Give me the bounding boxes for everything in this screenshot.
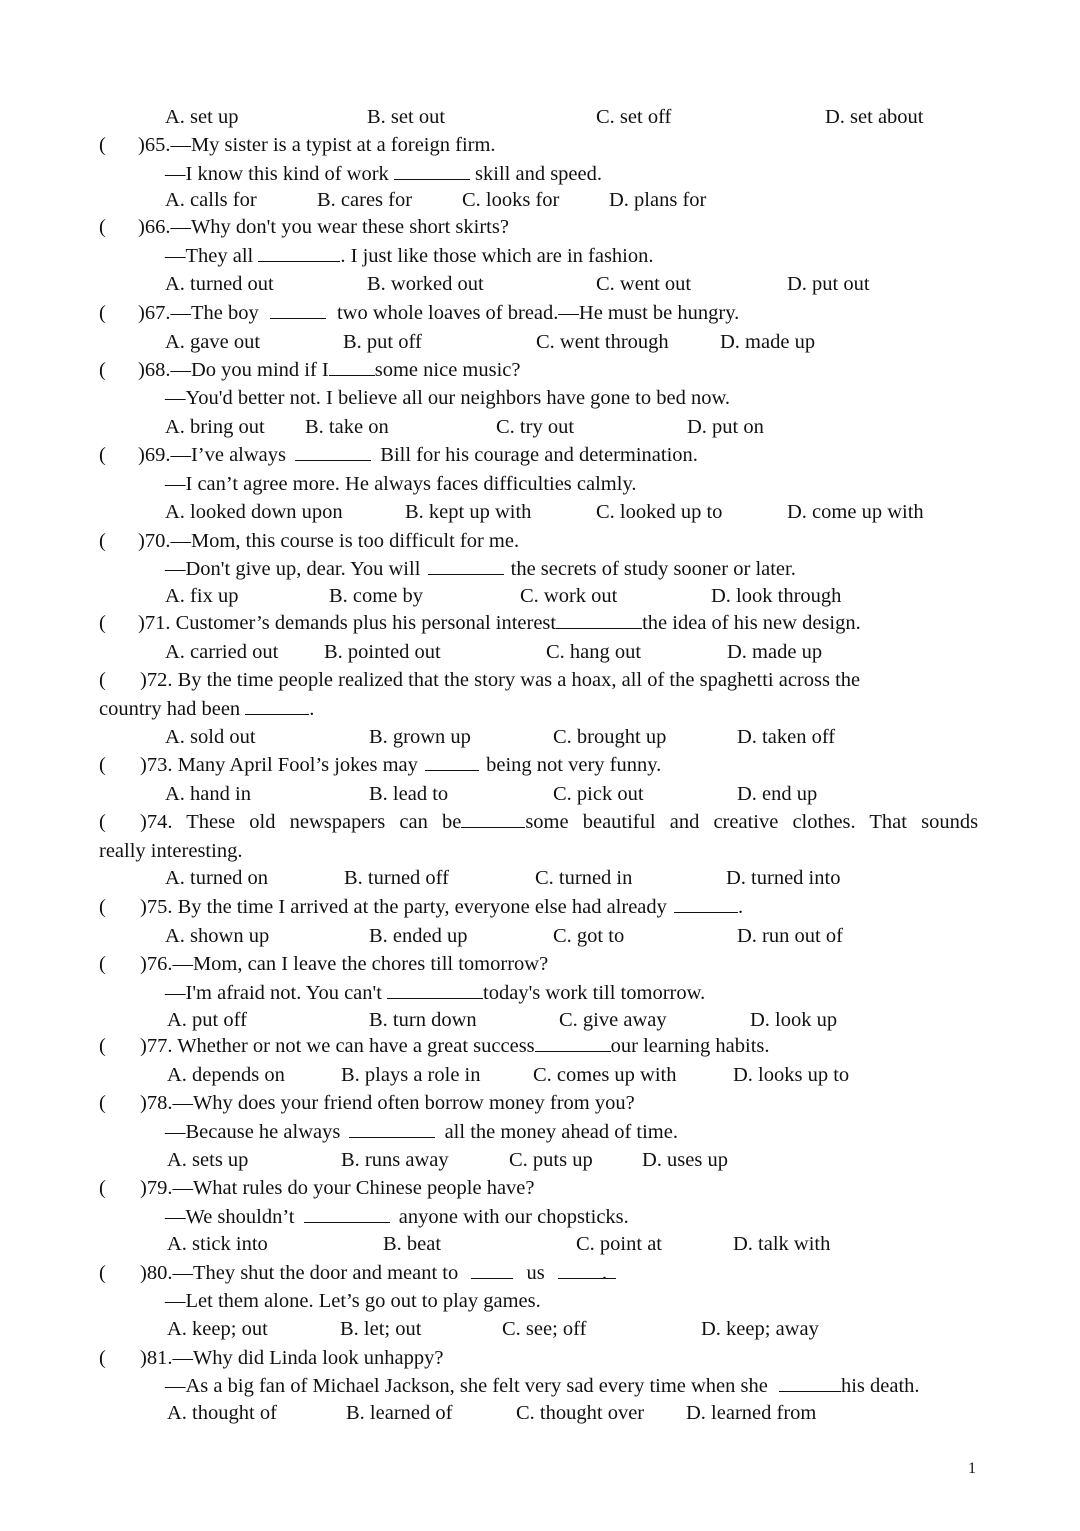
answer-blank bbox=[295, 444, 371, 461]
q74-line2: really interesting. bbox=[99, 840, 243, 862]
q76-option-d: D. look up bbox=[750, 1009, 838, 1031]
q72-stem: )72. By the time people realized that the story was a hoax, all of the spaghetti across the bbox=[140, 669, 861, 691]
q71-option-d: D. made up bbox=[727, 641, 823, 663]
worksheet-page: A. set up B. set out C. set off D. set about ( )65.—My sister is a typist at a foreign firm. —I know this kind of work skill and speed. A. calls for B. cares for C. looks for D. plans for ( )66.—Why don't you wear these short skirts? —They all . I just like those which are in fashion. A. turned out B. worked out C. went out D. put out ( )67.—The boy two whole loaves of bread.—He must be hungry. A. gave out B. put off C. went through D. made up ( )68.—Do you mind if I some nice music? —You'd better not. I believe all our neighbors have gone to bed now. A. bring out B. take on C. try out D. put on ( )69.—I’ve always Bill for his courage and determination. —I can’t agree more. He always faces difficulties calmly. A. looked down upon B. kept up with C. looked up to D. come up with ( )70.—Mom, this course is too difficult for me. —Don't give up, dear. You will the secrets of study sooner or later. A. fix up B. come by C. work out D. look through ( )71. Customer’s demands plus his personal interest the idea of his new design. A. carried out B. pointed out C. hang out D. made up ( )72. By the time people realized that the story was a hoax, all of the spaghetti across the country had been . A. sold out B. grown up C. brought up D. taken off ( )73. Many April Fool’s jokes may being not very funny. A. hand in B. lead to C. pick out D. end up ( )74. These old newspapers can be some beautiful and creative clothes. That sounds really interesting. A. turned on B. turned off C. turned in D. turned into ( )75. By the time I arrived at the party, everyone else had already . A. shown up B. ended up C. got to D. run out of ( )76.—Mom, can I leave the chores till tomorrow? —I'm afraid not. You can't today's work till tomorrow. A. put off B. turn down C. give away D. look up ( )77. Whether or not we can have a great success our learning habits. A. depends on B. plays a role in C. comes up with D. looks up to ( )78.—Why does your friend often borrow money from you? —Because he always all the money ahead of time. A. sets up B. runs away C. puts up D. uses up ( )79.—What rules do your Chinese people have? —We shouldn’t anyone with our chopsticks. A. stick into B. beat C. point at D. talk with ( )80.—They shut the door and meant to us . —Let them alone. Let’s go out to play games. A. keep; out B. let; out C. see; off D. keep; away ( )81.—Why did Linda look unhappy? —As a big fan of Michael Jackson, she felt very sad every time when she his death. A. thought of B. learned of C. thought over D. learned from 1 bbox=[99, 106, 979, 1477]
q74-stem: )74. These old newspapers can be some beautiful and creative clothes. That sounds bbox=[140, 811, 979, 833]
q72-option-a: A. sold out bbox=[165, 726, 256, 748]
q73-option-d: D. end up bbox=[737, 783, 818, 805]
q69-option-d: D. come up with bbox=[787, 501, 924, 523]
q78-stem: )78.—Why does your friend often borrow money from you? bbox=[140, 1092, 635, 1114]
q77-option-c: C. comes up with bbox=[533, 1064, 677, 1086]
q72-option-b: B. grown up bbox=[369, 726, 471, 748]
q80-option-a: A. keep; out bbox=[167, 1318, 268, 1340]
q70-option-d: D. look through bbox=[711, 585, 842, 607]
q78-option-b: B. runs away bbox=[341, 1149, 449, 1171]
q80-option-b: B. let; out bbox=[340, 1318, 422, 1340]
q69-option-b: B. kept up with bbox=[405, 501, 532, 523]
q69-option-a: A. looked down upon bbox=[165, 501, 343, 523]
answer-blank bbox=[556, 612, 642, 629]
q68-option-b: B. take on bbox=[305, 416, 389, 438]
q69-line2: —I can’t agree more. He always faces difficulties calmly. bbox=[165, 473, 637, 495]
answer-paren: ( bbox=[99, 530, 106, 552]
q71-option-b: B. pointed out bbox=[324, 641, 441, 663]
q70-option-c: C. work out bbox=[520, 585, 618, 607]
answer-blank bbox=[428, 558, 504, 575]
q81-line2: —As a big fan of Michael Jackson, she felt very sad every time when she his death. bbox=[165, 1375, 920, 1397]
q76-line2: —I'm afraid not. You can't today's work till tomorrow. bbox=[165, 982, 706, 1004]
q79-line2: —We shouldn’t anyone with our chopsticks. bbox=[165, 1206, 629, 1228]
q79-option-d: D. talk with bbox=[733, 1233, 831, 1255]
q72-option-d: D. taken off bbox=[737, 726, 836, 748]
answer-paren: ( bbox=[99, 1035, 106, 1057]
q79-stem: )79.—What rules do your Chinese people have? bbox=[140, 1177, 535, 1199]
q65-line2: —I know this kind of work skill and speed. bbox=[165, 163, 602, 185]
q70-option-a: A. fix up bbox=[165, 585, 239, 607]
q71-option-c: C. hang out bbox=[546, 641, 642, 663]
q70-line2: —Don't give up, dear. You will the secrets of study sooner or later. bbox=[165, 558, 796, 580]
q66-stem: )66.—Why don't you wear these short skirts? bbox=[138, 216, 509, 238]
q77-option-b: B. plays a role in bbox=[341, 1064, 481, 1086]
q72-line2: country had been . bbox=[99, 698, 315, 720]
answer-blank bbox=[349, 1121, 435, 1138]
q72-option-c: C. brought up bbox=[553, 726, 667, 748]
q70-stem: )70.—Mom, this course is too difficult for me. bbox=[138, 530, 520, 552]
answer-paren: ( bbox=[99, 811, 106, 833]
q77-option-a: A. depends on bbox=[167, 1064, 285, 1086]
answer-paren: ( bbox=[99, 669, 106, 691]
q68-option-c: C. try out bbox=[496, 416, 575, 438]
answer-paren: ( bbox=[99, 1347, 106, 1369]
q79-option-a: A. stick into bbox=[167, 1233, 268, 1255]
answer-paren: ( bbox=[99, 953, 106, 975]
answer-paren: ( bbox=[99, 1262, 106, 1284]
q65-option-d: D. plans for bbox=[609, 189, 707, 211]
q73-option-b: B. lead to bbox=[369, 783, 449, 805]
answer-blank bbox=[387, 982, 483, 999]
q79-option-b: B. beat bbox=[383, 1233, 442, 1255]
q77-option-d: D. looks up to bbox=[733, 1064, 850, 1086]
q67-option-a: A. gave out bbox=[165, 331, 261, 353]
q80-option-d: D. keep; away bbox=[701, 1318, 819, 1340]
q68-option-a: A. bring out bbox=[165, 416, 265, 438]
q73-option-a: A. hand in bbox=[165, 783, 251, 805]
q67-option-d: D. made up bbox=[720, 331, 816, 353]
q66-option-a: A. turned out bbox=[165, 273, 274, 295]
answer-blank-1 bbox=[471, 1262, 513, 1279]
answer-blank bbox=[674, 896, 738, 913]
answer-paren: ( bbox=[99, 444, 106, 466]
answer-paren: ( bbox=[99, 754, 106, 776]
q66-line2: —They all . I just like those which are in fashion. bbox=[165, 245, 654, 267]
q81-option-d: D. learned from bbox=[686, 1402, 817, 1424]
q80-line2: —Let them alone. Let’s go out to play games. bbox=[165, 1290, 541, 1312]
answer-blank bbox=[258, 245, 340, 262]
answer-paren: ( bbox=[99, 134, 106, 156]
q76-option-a: A. put off bbox=[167, 1009, 247, 1031]
q81-stem: )81.—Why did Linda look unhappy? bbox=[140, 1347, 444, 1369]
q71-option-a: A. carried out bbox=[165, 641, 279, 663]
page-number: 1 bbox=[968, 1460, 976, 1477]
q75-option-b: B. ended up bbox=[369, 925, 468, 947]
answer-blank bbox=[304, 1206, 390, 1223]
answer-paren: ( bbox=[99, 896, 106, 918]
answer-blank bbox=[461, 811, 525, 828]
q64-option-b: B. set out bbox=[367, 106, 446, 128]
q66-option-b: B. worked out bbox=[367, 273, 484, 295]
q68-line2: —You'd better not. I believe all our neighbors have gone to bed now. bbox=[165, 387, 731, 409]
answer-paren: ( bbox=[99, 216, 106, 238]
answer-blank bbox=[329, 359, 375, 376]
q79-option-c: C. point at bbox=[576, 1233, 662, 1255]
answer-blank bbox=[425, 754, 479, 771]
q65-option-a: A. calls for bbox=[165, 189, 257, 211]
q75-option-c: C. got to bbox=[553, 925, 625, 947]
q64-option-c: C. set off bbox=[596, 106, 672, 128]
q65-stem: )65.—My sister is a typist at a foreign firm. bbox=[138, 134, 496, 156]
q81-option-b: B. learned of bbox=[346, 1402, 453, 1424]
q75-option-a: A. shown up bbox=[165, 925, 270, 947]
q78-option-c: C. puts up bbox=[509, 1149, 593, 1171]
q68-option-d: D. put on bbox=[687, 416, 764, 438]
answer-paren: ( bbox=[99, 1092, 106, 1114]
answer-blank bbox=[394, 163, 470, 180]
q74-option-a: A. turned on bbox=[165, 867, 269, 889]
q65-option-c: C. looks for bbox=[462, 189, 560, 211]
answer-paren: ( bbox=[99, 302, 106, 324]
answer-blank bbox=[779, 1375, 841, 1392]
q64-option-a: A. set up bbox=[165, 106, 239, 128]
q67-option-c: C. went through bbox=[536, 331, 669, 353]
q67-option-b: B. put off bbox=[343, 331, 422, 353]
q80-option-c: C. see; off bbox=[502, 1318, 587, 1340]
q76-stem: )76.—Mom, can I leave the chores till tomorrow? bbox=[140, 953, 549, 975]
answer-blank bbox=[270, 302, 326, 319]
answer-paren: ( bbox=[99, 359, 106, 381]
q74-option-d: D. turned into bbox=[726, 867, 841, 889]
q74-option-c: C. turned in bbox=[535, 867, 633, 889]
q78-option-d: D. uses up bbox=[642, 1149, 728, 1171]
q78-line2: —Because he always all the money ahead of time. bbox=[165, 1121, 678, 1143]
q64-option-d: D. set about bbox=[825, 106, 924, 128]
q75-option-d: D. run out of bbox=[737, 925, 843, 947]
q74-option-b: B. turned off bbox=[344, 867, 449, 889]
answer-blank-2 bbox=[558, 1262, 616, 1279]
q69-option-c: C. looked up to bbox=[596, 501, 723, 523]
answer-blank bbox=[535, 1035, 611, 1052]
q78-option-a: A. sets up bbox=[167, 1149, 249, 1171]
q66-option-d: D. put out bbox=[787, 273, 870, 295]
q81-option-c: C. thought over bbox=[516, 1402, 645, 1424]
q65-option-b: B. cares for bbox=[317, 189, 413, 211]
q76-option-b: B. turn down bbox=[369, 1009, 477, 1031]
q66-option-c: C. went out bbox=[596, 273, 692, 295]
answer-blank bbox=[245, 698, 309, 715]
answer-paren: ( bbox=[99, 612, 106, 634]
q70-option-b: B. come by bbox=[329, 585, 423, 607]
q76-option-c: C. give away bbox=[559, 1009, 667, 1031]
q81-option-a: A. thought of bbox=[167, 1402, 277, 1424]
q73-option-c: C. pick out bbox=[553, 783, 644, 805]
answer-paren: ( bbox=[99, 1177, 106, 1199]
